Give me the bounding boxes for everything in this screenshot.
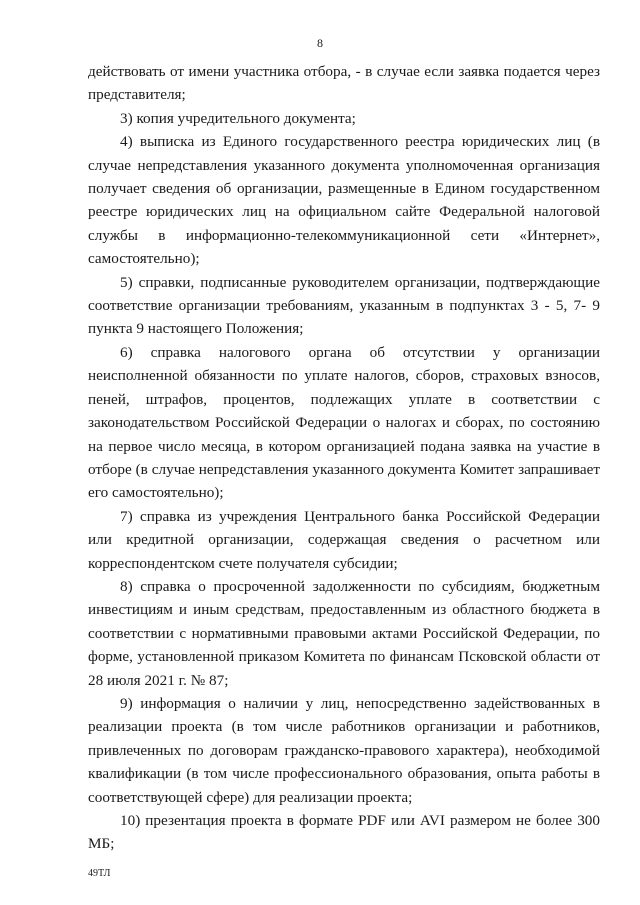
paragraph-item-3: 3) копия учредительного документа; xyxy=(120,109,356,127)
document-body xyxy=(88,60,600,856)
paragraph-item-5: 5) справки, подписанные руководителем организации, подтверждающие соответствие организации требованиям, указанным в подпунктах 3 - 5, 7- 9 пункта 9 настоящего Положения; xyxy=(88,273,600,338)
page-number: 8 xyxy=(317,36,323,50)
footer-code: 49ТЛ xyxy=(88,868,111,879)
paragraph-item-9: 9) информация о наличии у лиц, непосредственно задействованных в реализации проекта (в том числе работников организации и работников, привлеченных по договорам гражданско-правового характера), необходимой квалификации (в том числе профессионального образования, опыта работы в соответствующей сфере) для реализации проекта; xyxy=(88,694,600,806)
paragraph-item-7: 7) справка из учреждения Центрального банка Российской Федерации или кредитной организации, содержащая сведения о расчетном или корреспондентском счете получателя субсидии; xyxy=(88,507,600,572)
paragraph-item-4: 4) выписка из Единого государственного реестра юридических лиц (в случае непредставления указанного документа уполномоченная организация получает сведения об организации, размещенные в Едином государственном реестре юридических лиц на официальном сайте Федеральной налоговой службы в информационно-телекоммуникационной сети «Интернет», самостоятельно); xyxy=(88,133,600,268)
paragraph-continuation: действовать от имени участника отбора, - в случае если заявка подается через представителя; xyxy=(88,63,600,104)
paragraph-item-10: 10) презентация проекта в формате PDF или AVI размером не более 300 МБ; xyxy=(88,812,600,853)
paragraph-item-6: 6) справка налогового органа об отсутствии у организации неисполненной обязанности по уплате налогов, сборов, страховых взносов, пеней, штрафов, процентов, подлежащих уплате в соответствии с законодательством Российской Федерации о налогах и сборах, по состоянию на первое число месяца, в котором организацией подана заявка на участие в отборе (в случае непредставления указанного документа Комитет запрашивает его самостоятельно); xyxy=(88,343,600,502)
paragraph-item-8: 8) справка о просроченной задолженности по субсидиям, бюджетным инвестициям и иным средствам, предоставленным из областного бюджета в соответствии с нормативными правовыми актами Российской Федерации, по форме, установленной приказом Комитета по финансам Псковской области от 28 июля 2021 г. № 87; xyxy=(88,577,600,689)
